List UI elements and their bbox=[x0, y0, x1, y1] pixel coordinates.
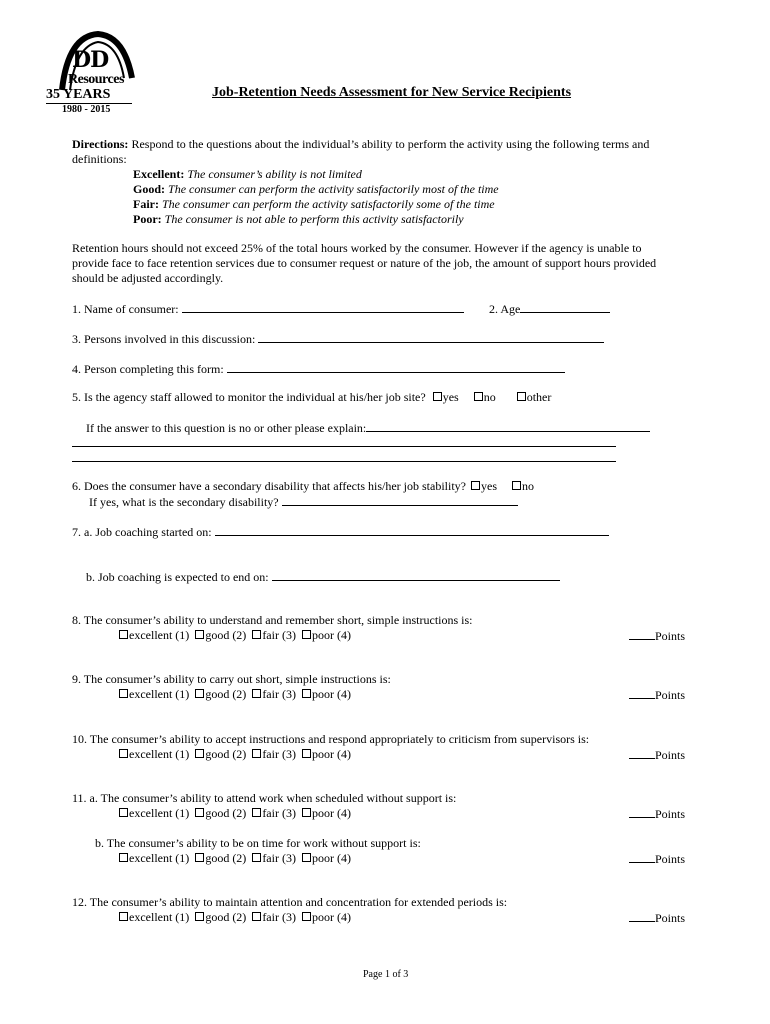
term-definition: The consumer is not able to perform this activity satisfactorily bbox=[164, 212, 464, 226]
rating-option-good[interactable] bbox=[195, 687, 246, 701]
checkbox-yes[interactable] bbox=[433, 390, 459, 404]
question-label: b. Job coaching is expected to end on: bbox=[86, 570, 269, 584]
points-input-line[interactable] bbox=[629, 687, 655, 699]
term-label: Good: bbox=[133, 182, 166, 196]
retention-line-1: Retention hours should not exceed 25% of the total hours worked by the consumer. However if the agency is unable to bbox=[72, 241, 642, 255]
checkbox-no[interactable] bbox=[512, 479, 534, 493]
term-definition: The consumer can perform the activity satisfactorily some of the time bbox=[162, 197, 495, 211]
question-label: 6. Does the consumer have a secondary disability that affects his/her job stability? bbox=[72, 479, 467, 493]
person-completing-field[interactable] bbox=[227, 361, 565, 373]
rating-option-poor[interactable] bbox=[302, 628, 351, 642]
option-label: excellent (1) bbox=[129, 806, 190, 820]
checkbox-icon[interactable] bbox=[302, 749, 311, 758]
rating-question-text: b. The consumer’s ability to be on time for work without support is: bbox=[95, 836, 421, 850]
term-label: Poor: bbox=[133, 212, 162, 226]
rating-options bbox=[119, 747, 357, 762]
question-person-completing bbox=[72, 361, 565, 377]
rating-options bbox=[119, 910, 357, 925]
rating-option-fair[interactable] bbox=[252, 628, 296, 642]
persons-involved-field[interactable] bbox=[258, 331, 604, 343]
option-label: good (2) bbox=[205, 910, 247, 924]
rating-options bbox=[119, 687, 357, 702]
rating-question-text: 10. The consumer’s ability to accept instructions and respond appropriately to criticism from supervisors is: bbox=[72, 732, 590, 746]
directions-text: Respond to the questions about the individual’s ability to perform the activity using the following terms and bbox=[131, 137, 650, 151]
coaching-end-field[interactable] bbox=[272, 569, 560, 581]
rating-option-good[interactable] bbox=[195, 628, 246, 642]
logo-range: 1980 - 2015 bbox=[62, 104, 111, 115]
option-label: good (2) bbox=[205, 851, 247, 865]
option-label: no bbox=[522, 479, 535, 493]
rating-option-excellent[interactable] bbox=[119, 628, 189, 642]
checkbox-icon[interactable] bbox=[119, 749, 128, 758]
rating-option-poor[interactable] bbox=[302, 747, 351, 761]
secondary-disability-field[interactable] bbox=[282, 494, 518, 506]
option-label: poor (4) bbox=[311, 806, 351, 820]
question-label: 5. Is the agency staff allowed to monitor the individual at his/her job site? bbox=[72, 390, 426, 404]
rating-option-excellent[interactable] bbox=[119, 687, 189, 701]
question-label: 3. Persons involved in this discussion: bbox=[72, 332, 256, 346]
checkbox-icon[interactable] bbox=[195, 853, 204, 862]
checkbox-icon[interactable] bbox=[195, 749, 204, 758]
checkbox-icon[interactable] bbox=[302, 853, 311, 862]
question-label: If the answer to this question is no or other please explain: bbox=[86, 421, 367, 435]
option-label: fair (3) bbox=[262, 747, 296, 761]
question-secondary-disability-sub bbox=[89, 494, 518, 510]
rating-option-fair[interactable] bbox=[252, 747, 296, 761]
checkbox-icon[interactable] bbox=[517, 392, 526, 401]
question-persons-involved bbox=[72, 331, 604, 347]
checkbox-icon[interactable] bbox=[252, 853, 261, 862]
checkbox-icon[interactable] bbox=[195, 808, 204, 817]
points-label: Points bbox=[655, 629, 686, 643]
points-field[interactable] bbox=[629, 910, 685, 926]
points-label: Points bbox=[655, 852, 686, 866]
age-field[interactable] bbox=[520, 301, 610, 313]
rating-option-good[interactable] bbox=[195, 806, 246, 820]
checkbox-icon[interactable] bbox=[302, 912, 311, 921]
directions-text-cont: definitions: bbox=[72, 152, 127, 166]
checkbox-icon[interactable] bbox=[252, 912, 261, 921]
term-definition: The consumer’s ability is not limited bbox=[187, 167, 362, 181]
option-label: excellent (1) bbox=[129, 910, 190, 924]
option-label: poor (4) bbox=[311, 851, 351, 865]
checkbox-other[interactable] bbox=[517, 390, 552, 404]
points-input-line[interactable] bbox=[629, 851, 655, 863]
term-good bbox=[133, 182, 499, 197]
question-label: 4. Person completing this form: bbox=[72, 362, 224, 376]
option-label: fair (3) bbox=[262, 628, 296, 642]
option-label: good (2) bbox=[205, 687, 247, 701]
option-label: fair (3) bbox=[262, 806, 296, 820]
option-label: good (2) bbox=[205, 747, 247, 761]
checkbox-no[interactable] bbox=[474, 390, 496, 404]
explain-field[interactable] bbox=[366, 420, 650, 432]
retention-line-2: provide face to face retention services due to consumer request or nature of the job, the amount of support hours provided bbox=[72, 256, 657, 270]
explain-line-2[interactable] bbox=[72, 446, 616, 447]
rating-question-text: 12. The consumer’s ability to maintain attention and concentration for extended periods is: bbox=[72, 895, 508, 909]
logo-years: 35 YEARS bbox=[46, 87, 132, 104]
option-label: poor (4) bbox=[311, 747, 351, 761]
question-coaching-start bbox=[72, 524, 609, 540]
rating-option-poor[interactable] bbox=[302, 910, 351, 924]
points-label: Points bbox=[655, 748, 686, 762]
term-definition: The consumer can perform the activity satisfactorily most of the time bbox=[168, 182, 499, 196]
coaching-start-field[interactable] bbox=[215, 524, 609, 536]
option-label: other bbox=[526, 390, 552, 404]
rating-question-text: 8. The consumer’s ability to understand and remember short, simple instructions is: bbox=[72, 613, 473, 627]
points-field[interactable] bbox=[629, 747, 685, 763]
rating-option-fair[interactable] bbox=[252, 851, 296, 865]
points-label: Points bbox=[655, 688, 686, 702]
rating-option-good[interactable] bbox=[195, 851, 246, 865]
checkbox-icon[interactable] bbox=[512, 481, 521, 490]
checkbox-icon[interactable] bbox=[195, 630, 204, 639]
checkbox-icon[interactable] bbox=[119, 853, 128, 862]
option-label: fair (3) bbox=[262, 687, 296, 701]
page-title: Job-Retention Needs Assessment for New Service Recipients bbox=[212, 85, 572, 100]
option-label: fair (3) bbox=[262, 851, 296, 865]
rating-option-excellent[interactable] bbox=[119, 806, 189, 820]
question-agency-monitor bbox=[72, 390, 551, 405]
question-coaching-end bbox=[86, 569, 560, 585]
checkbox-icon[interactable] bbox=[474, 392, 483, 401]
checkbox-icon[interactable] bbox=[433, 392, 442, 401]
option-label: no bbox=[483, 390, 496, 404]
checkbox-icon[interactable] bbox=[252, 630, 261, 639]
question-secondary-disability bbox=[72, 479, 534, 494]
points-label: Points bbox=[655, 807, 686, 821]
term-fair bbox=[133, 197, 495, 212]
rating-option-fair[interactable] bbox=[252, 910, 296, 924]
option-label: poor (4) bbox=[311, 910, 351, 924]
rating-option-poor[interactable] bbox=[302, 687, 351, 701]
term-poor bbox=[133, 212, 464, 227]
checkbox-icon[interactable] bbox=[252, 689, 261, 698]
rating-options bbox=[119, 806, 357, 821]
question-label: 1. Name of consumer: bbox=[72, 302, 179, 316]
rating-option-good[interactable] bbox=[195, 747, 246, 761]
checkbox-icon[interactable] bbox=[119, 912, 128, 921]
rating-question-text: 11. a. The consumer’s ability to attend work when scheduled without support is: bbox=[72, 791, 457, 805]
checkbox-icon[interactable] bbox=[119, 808, 128, 817]
points-input-line[interactable] bbox=[629, 806, 655, 818]
rating-option-poor[interactable] bbox=[302, 806, 351, 820]
directions-label: Directions: bbox=[72, 137, 129, 151]
explain-line-3[interactable] bbox=[72, 461, 616, 462]
checkbox-yes[interactable] bbox=[471, 479, 497, 493]
question-label: If yes, what is the secondary disability? bbox=[89, 495, 279, 509]
rating-option-fair[interactable] bbox=[252, 806, 296, 820]
points-field[interactable] bbox=[629, 806, 685, 822]
logo-initials: DD bbox=[72, 47, 109, 73]
retention-line-3: should be adjusted accordingly. bbox=[72, 271, 224, 285]
question-name-of-consumer bbox=[72, 301, 464, 317]
page-number: Page 1 of 3 bbox=[363, 969, 409, 980]
option-label: fair (3) bbox=[262, 910, 296, 924]
checkbox-icon[interactable] bbox=[195, 912, 204, 921]
option-label: yes bbox=[481, 479, 498, 493]
term-label: Fair: bbox=[133, 197, 159, 211]
checkbox-icon[interactable] bbox=[302, 630, 311, 639]
checkbox-icon[interactable] bbox=[195, 689, 204, 698]
rating-option-good[interactable] bbox=[195, 910, 246, 924]
option-label: excellent (1) bbox=[129, 747, 190, 761]
rating-question-text: 9. The consumer’s ability to carry out short, simple instructions is: bbox=[72, 672, 391, 686]
option-label: good (2) bbox=[205, 806, 247, 820]
points-input-line[interactable] bbox=[629, 747, 655, 759]
question-label: 7. a. Job coaching started on: bbox=[72, 525, 212, 539]
rating-option-excellent[interactable] bbox=[119, 851, 189, 865]
option-label: poor (4) bbox=[311, 628, 351, 642]
option-label: excellent (1) bbox=[129, 687, 190, 701]
points-input-line[interactable] bbox=[629, 910, 655, 922]
rating-option-fair[interactable] bbox=[252, 687, 296, 701]
consumer-name-field[interactable] bbox=[182, 301, 464, 313]
option-label: yes bbox=[442, 390, 459, 404]
term-excellent bbox=[133, 167, 362, 182]
term-label: Excellent: bbox=[133, 167, 185, 181]
rating-options bbox=[119, 851, 357, 866]
option-label: excellent (1) bbox=[129, 851, 190, 865]
option-label: excellent (1) bbox=[129, 628, 190, 642]
question-explain bbox=[86, 420, 650, 436]
checkbox-icon[interactable] bbox=[302, 689, 311, 698]
checkbox-icon[interactable] bbox=[471, 481, 480, 490]
directions bbox=[72, 137, 649, 152]
question-label: 2. Age bbox=[489, 302, 521, 316]
points-field[interactable] bbox=[629, 851, 685, 867]
rating-option-excellent[interactable] bbox=[119, 747, 189, 761]
checkbox-icon[interactable] bbox=[252, 808, 261, 817]
logo bbox=[40, 28, 140, 114]
points-field[interactable] bbox=[629, 687, 685, 703]
points-label: Points bbox=[655, 911, 686, 925]
points-field[interactable] bbox=[629, 628, 685, 644]
question-age bbox=[489, 301, 610, 317]
points-input-line[interactable] bbox=[629, 628, 655, 640]
checkbox-icon[interactable] bbox=[119, 689, 128, 698]
rating-option-excellent[interactable] bbox=[119, 910, 189, 924]
logo-name: Resources bbox=[68, 72, 124, 87]
checkbox-icon[interactable] bbox=[119, 630, 128, 639]
option-label: poor (4) bbox=[311, 687, 351, 701]
checkbox-icon[interactable] bbox=[302, 808, 311, 817]
rating-option-poor[interactable] bbox=[302, 851, 351, 865]
rating-options bbox=[119, 628, 357, 643]
checkbox-icon[interactable] bbox=[252, 749, 261, 758]
option-label: good (2) bbox=[205, 628, 247, 642]
